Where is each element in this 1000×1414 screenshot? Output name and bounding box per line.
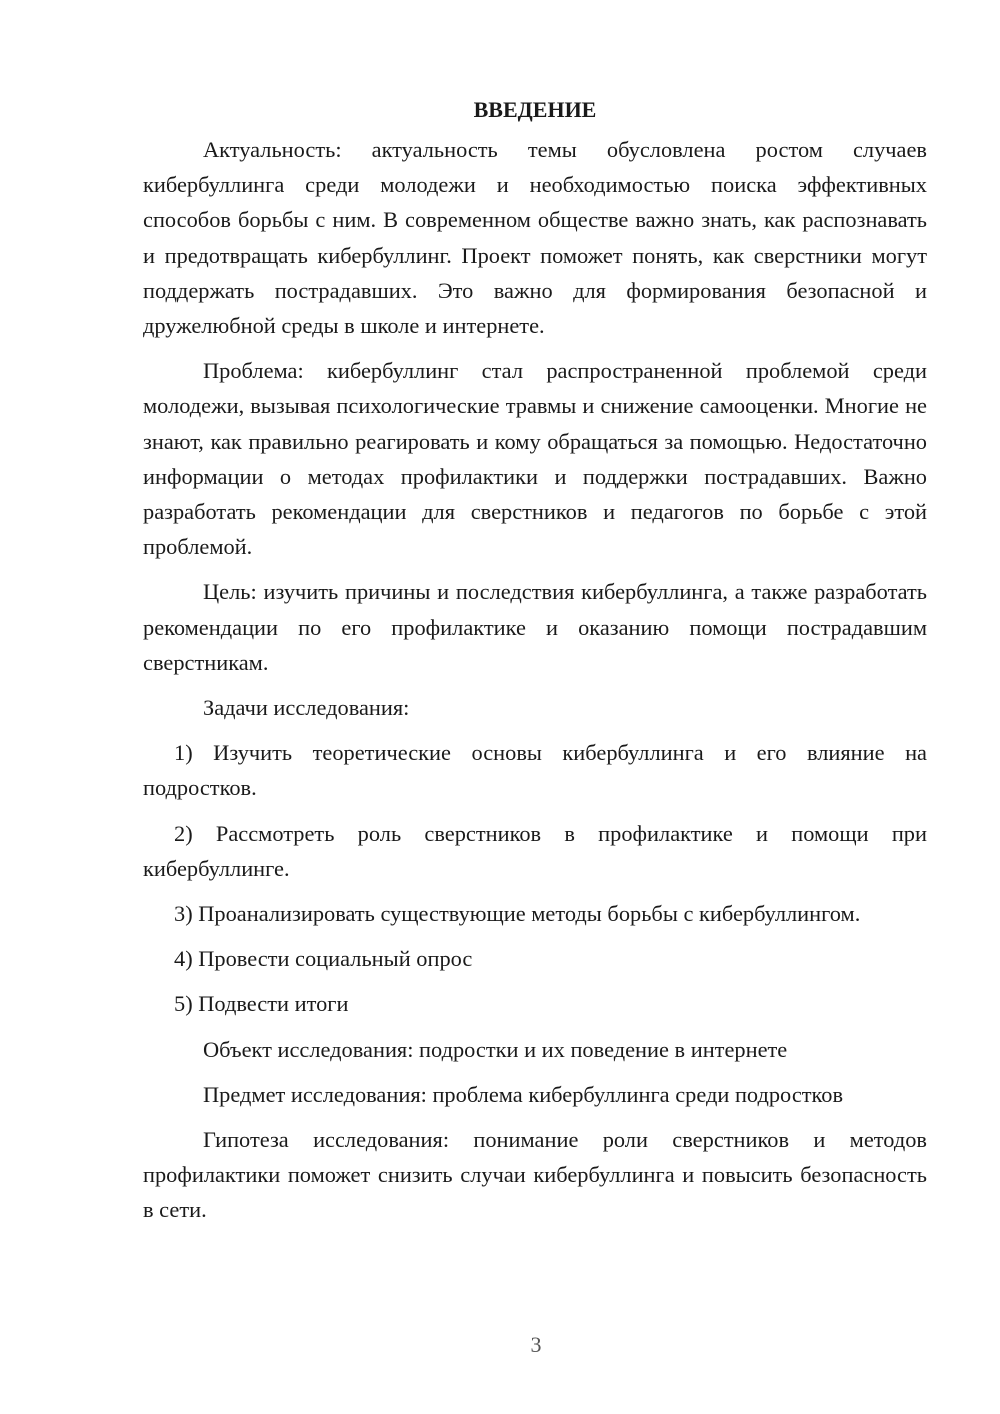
research-object-paragraph: Объект исследования: подростки и их поведение в интернете xyxy=(203,1036,788,1062)
problem-paragraph: Проблема: кибербуллинг стал распространенной проблемой среди молодежи, вызывая психологические травмы и снижение самооценки. Многие не знают, как правильно реагировать и кому обращаться за помощью. Недостаточно информации о методах профилактики и поддержки пострадавших. Важно разработать рекомендации для сверстников и педагогов по борьбе с этой проблемой. xyxy=(143,358,927,560)
hypothesis-paragraph: Гипотеза исследования: понимание роли сверстников и методов профилактики поможет снизить случаи кибербуллинга и повысить безопасность в сети. xyxy=(143,1127,927,1223)
page-title: ВВЕДЕНИЕ xyxy=(473,97,597,122)
goal-paragraph: Цель: изучить причины и последствия кибербуллинга, а также разработать рекомендации по его профилактике и оказанию помощи пострадавшим сверстникам. xyxy=(143,579,927,675)
task-item-3: 3) Проанализировать существующие методы борьбы с кибербуллингом. xyxy=(174,901,861,927)
task-item-5: 5) Подвести итоги xyxy=(174,991,349,1017)
task-item-2: 2) Рассмотреть роль сверстников в профилактике и помощи при кибербуллинге. xyxy=(143,820,927,881)
task-item-4: 4) Провести социальный опрос xyxy=(174,946,473,972)
task-item-1: 1) Изучить теоретические основы кибербуллинга и его влияние на подростков. xyxy=(143,740,927,801)
tasks-heading: Задачи исследования: xyxy=(203,695,410,721)
document-page xyxy=(143,92,927,1238)
page-number: 3 xyxy=(530,1332,542,1357)
relevance-paragraph: Актуальность: актуальность темы обусловлена ростом случаев кибербуллинга среди молодежи и необходимостью поиска эффективных способов борьбы с ним. В современном обществе важно знать, как распознавать и предотвращать кибербуллинг. Проект поможет понять, как сверстники могут поддержать пострадавших. Это важно для формирования безопасной и дружелюбной среды в школе и интернете. xyxy=(143,137,927,339)
research-subject-paragraph: Предмет исследования: проблема кибербуллинга среди подростков xyxy=(203,1081,844,1107)
